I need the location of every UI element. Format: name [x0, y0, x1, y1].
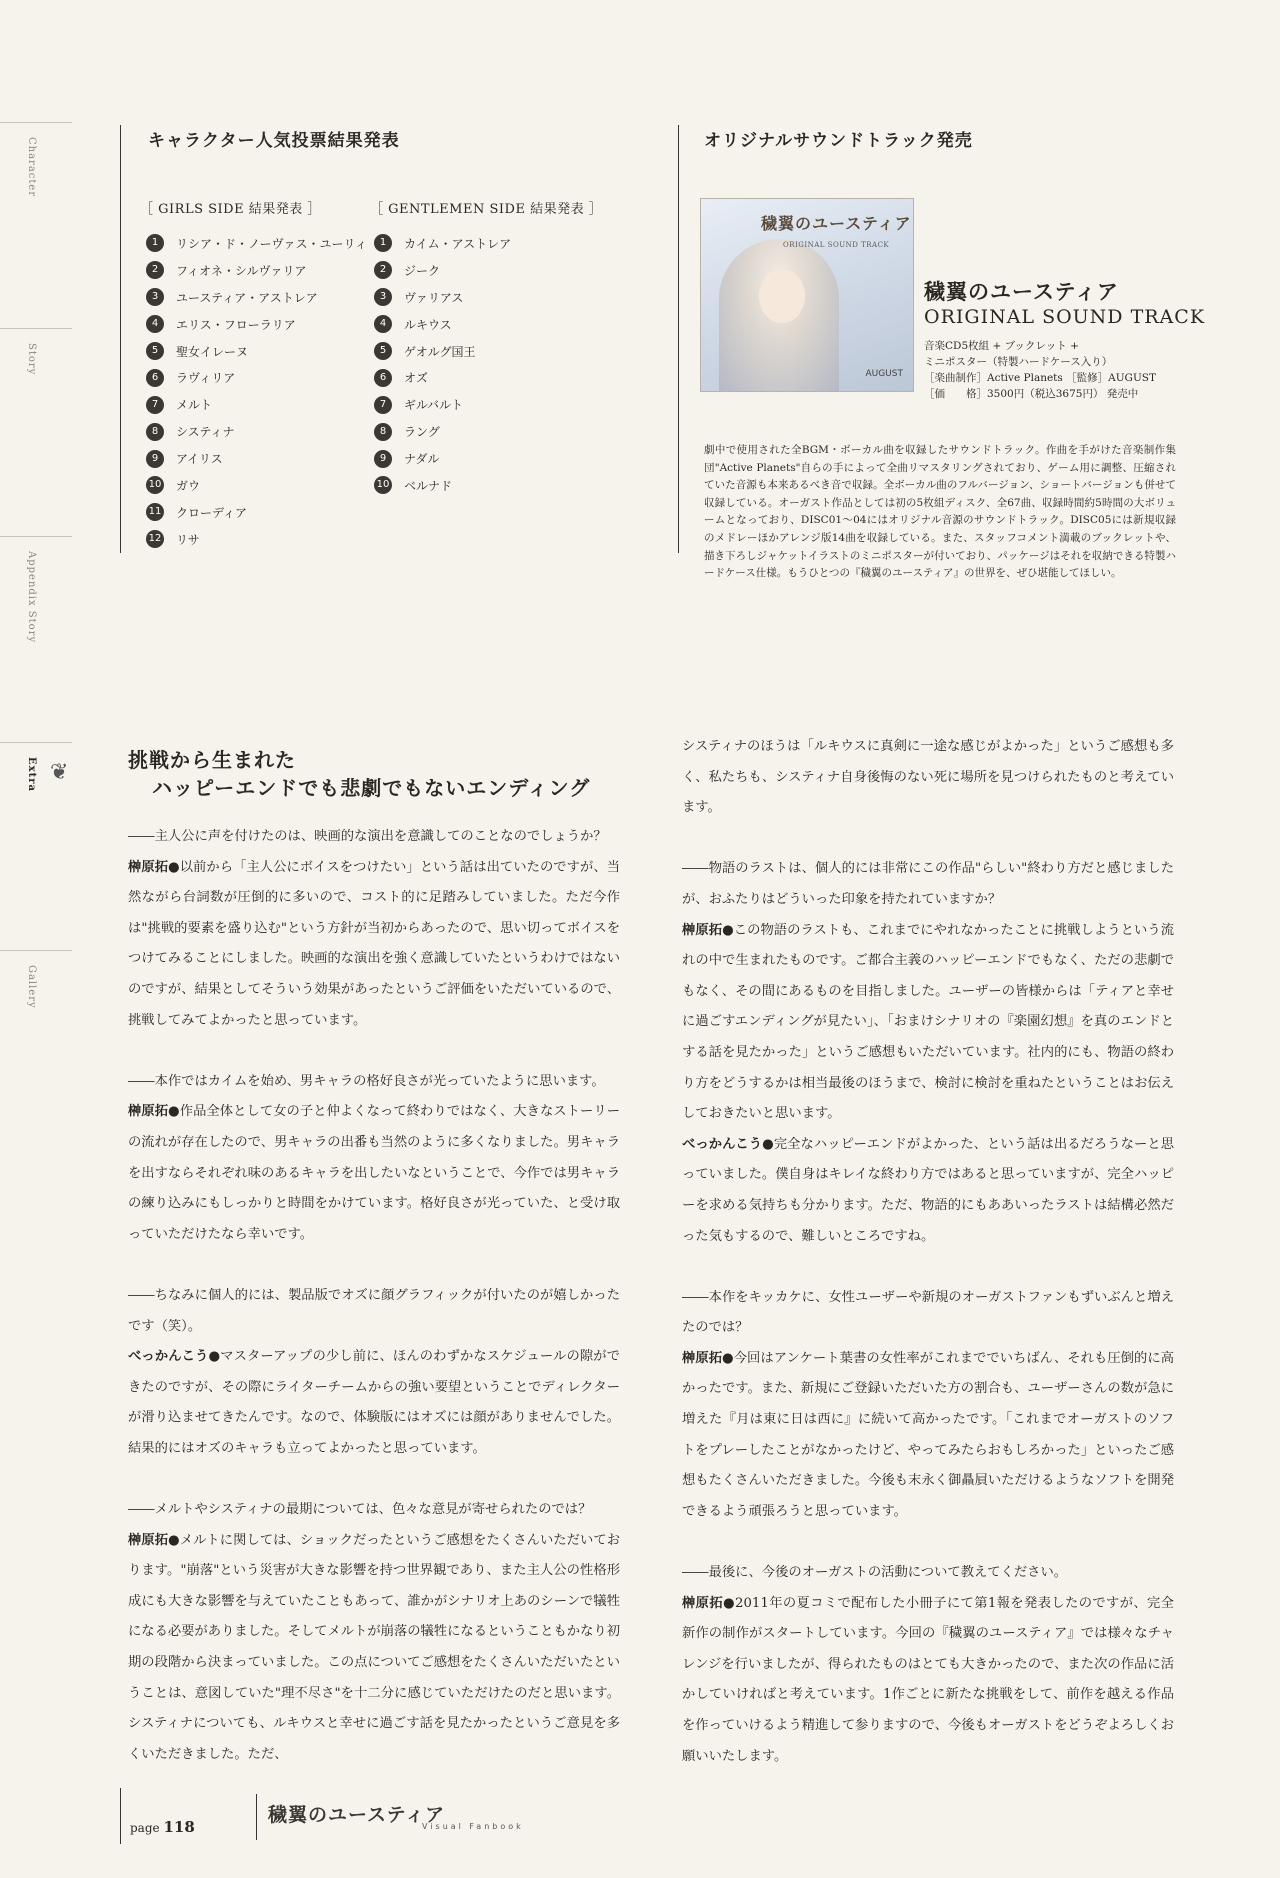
rank-number-badge: 5 — [146, 342, 164, 360]
speaker-name: べっかんこう● — [128, 1349, 221, 1365]
character-name: オズ — [404, 371, 428, 386]
paragraph-text: ――メルトやシスティナの最期については、色々な意見が寄せられたのでは？ — [128, 1502, 592, 1518]
gentlemen-side-heading: ［ GENTLEMEN SIDE 結果発表 ］ — [370, 202, 603, 217]
character-name: フィオネ・シルヴァリア — [176, 263, 307, 278]
character-name: クローディア — [176, 505, 248, 520]
article-title-line2: ハッピーエンドでも悲劇でもないエンディング — [152, 776, 591, 800]
interview-answer — [128, 1097, 620, 1250]
footer-logo: 穢翼のユースティア — [268, 1804, 446, 1826]
rank-number-badge: 5 — [374, 342, 392, 360]
rank-number-badge: 1 — [374, 234, 392, 252]
speaker-name: 榊原拓● — [128, 859, 180, 875]
paragraph-text: システィナのほうは「ルキウスに真剣に一途な感じがよかった」というご感想も多く、私たちも、システィナ自身後悔のない死に場所を見つけられたものと考えています。 — [682, 739, 1174, 816]
paragraph-text: 今回はアンケート葉書の女性率がこれまででいちばん、それも圧倒的に高かったです。また、新規にご登録いただいた方の割合も、ユーザーさんの数が急に増えた『月は東に日は西に』に続いて高かったです。「これまでオーガストのソフトをプレーしたことがなかったけど、やってみたらおもしろかった」といったご感想もたくさんいただきました。今後も末永く御贔屓いただけるようなソフトを開発できるよう頑張ろうと思っています。 — [682, 1350, 1174, 1519]
cover-logo: 穢翼のユースティア — [761, 214, 912, 233]
album-info-line: ［価 格］3500円（税込3675円） 発売中 — [924, 388, 1139, 400]
interview-answer — [682, 1130, 1174, 1252]
ranking-item — [146, 311, 367, 338]
interview-answer — [682, 1589, 1174, 1773]
character-name: カイム・アストレア — [404, 236, 512, 251]
character-name: リシア・ド・ノーヴァス・ユーリィ — [176, 236, 368, 251]
interview-answer — [128, 1342, 620, 1464]
paragraph-text: 以前から「主人公にボイスをつけたい」という話は出ていたのですが、当然ながら台詞数が圧倒的に多いので、コスト的に足踏みしていました。ただ今作は"挑戦的要素を盛り込む"という方針が当初からあったので、思い切ってボイスをつけてみることにしました。映画的な演出を強く意識していたというわけではないのですが、結果としてそういう効果があったというご評価をいただいているので、挑戦してみてよかったと思っています。 — [128, 859, 620, 1028]
paragraph-text: 2011年の夏コミで配布した小冊子にて第1報を発表したのですが、完全新作の制作がスタートしています。今回の『穢翼のユースティア』では様々なチャレンジを行いましたが、得られたものはとても大きかったので、また次の作品に活かしていければと考えています。1作ごとに新たな挑戦をして、前作を越える作品を作っていけるよう精進して参りますので、今後もオーガストをどうぞよろしくお願いいたします。 — [682, 1595, 1174, 1764]
ost-title: オリジナルサウンドトラック発売 — [704, 131, 973, 151]
interview-question — [682, 1558, 1174, 1589]
rank-number-badge: 8 — [374, 423, 392, 441]
character-name: ラング — [404, 425, 440, 440]
ranking-item — [146, 418, 367, 445]
paragraph-gap — [128, 1036, 620, 1067]
rank-number-badge: 2 — [374, 261, 392, 279]
speaker-name: 榊原拓● — [128, 1532, 180, 1548]
album-title: 穢翼のユースティア — [924, 279, 1119, 304]
ranking-item — [374, 418, 511, 445]
ranking-item — [374, 257, 511, 284]
article-title-line1: 挑戦から生まれた — [128, 748, 296, 772]
rank-number-badge: 3 — [374, 288, 392, 306]
ranking-item — [374, 230, 511, 257]
rank-number-badge: 3 — [146, 288, 164, 306]
character-name: ジーク — [404, 263, 441, 278]
ranking-item — [146, 338, 367, 365]
paragraph-text: ――本作をキッカケに、女性ユーザーや新規のオーガストファンもずいぶんと増えたのでは？ — [682, 1289, 1174, 1336]
character-name: 聖女イレーヌ — [176, 344, 249, 359]
character-name: ナダル — [404, 452, 440, 467]
ranking-item — [146, 230, 367, 257]
ranking-item — [374, 284, 511, 311]
series-leaf-icon: ❦ — [50, 760, 69, 785]
rank-number-badge: 2 — [146, 261, 164, 279]
footer-logo-subtitle: Visual Fanbook — [422, 1822, 524, 1831]
ranking-item — [146, 499, 367, 526]
character-name: アイリス — [176, 452, 223, 467]
ranking-item — [146, 257, 367, 284]
interview-question — [682, 854, 1174, 915]
paragraph-text: ――ちなみに個人的には、製品版でオズに顔グラフィックが付いたのが嬉しかったです（笑）。 — [128, 1287, 620, 1334]
album-subtitle: ORIGINAL SOUND TRACK — [924, 306, 1206, 328]
ranking-item — [374, 311, 511, 338]
speaker-name: べっかんこう● — [682, 1136, 774, 1152]
rank-number-badge: 4 — [146, 315, 164, 333]
rank-number-badge: 12 — [146, 530, 164, 548]
character-name: リサ — [176, 532, 200, 547]
side-tab-gallery: Gallery — [0, 950, 72, 1121]
paragraph-gap — [682, 1527, 1174, 1558]
character-name: システィナ — [176, 425, 235, 440]
ost-description: 劇中で使用された全BGM・ボーカル曲を収録したサウンドトラック。作曲を手がけた音楽制作集団"Active Planets"自らの手によって全曲リマスタリングされており、ゲーム用に調整、圧縮されていた音源も本来あるべき音で収録。全ボーカル曲のフルバージョン、ショートバージョンも併せて収録している。オーガスト作品としては初の5枚組ディスク、全67曲、収録時間約5時間の大ボリュームとなっており、DISC01～04にはオリジナル音源のサウンドトラック。DISC05には新規収録のメドレーほかアレンジ版14曲を収録している。また、スタッフコメント満載のブックレットや、描き下ろしジャケットイラストのミニポスターが付いており、パッケージはそれを収納できる特製ハードケース仕様。もうひとつの『穢翼のユースティア』の世界を、ぜひ堪能してほしい。 — [704, 444, 1176, 580]
interview-question — [128, 1067, 620, 1098]
interview-question — [128, 1281, 620, 1342]
speaker-name: 榊原拓● — [682, 1595, 735, 1611]
ranking-item — [146, 472, 367, 499]
ranking-item — [374, 445, 511, 472]
paragraph-text: メルトに関しては、ショックだったというご感想をたくさんいただいております。"崩落"という災害が大きな影響を持つ世界観であり、また主人公の性格形成にも大きな影響を与えていたこともあって、誰かがシナリオ上あのシーンで犠牲になる必要がありました。そしてメルトが崩落の犠牲になるということもかなり初期の段階から決まっていました。この点についてご感想をたくさんいただいたということは、意図していた"理不尽さ"を十二分に感じていただけたのだと思います。システィナについても、ルキウスと幸せに過ごす話を見たかったというご意見を多くいただきました。ただ、 — [128, 1532, 620, 1762]
poll-title: キャラクター人気投票結果発表 — [148, 131, 400, 151]
paragraph-text: ――物語のラストは、個人的には非常にこの作品"らしい"終わり方だと感じましたが、おふたりはどういった印象を持たれていますか？ — [682, 861, 1174, 907]
paragraph-gap — [682, 824, 1174, 855]
footer-rule — [120, 1788, 121, 1844]
ranking-item — [146, 445, 367, 472]
cover-publisher-mark: AUGUST — [865, 369, 903, 379]
speaker-name: 榊原拓● — [682, 922, 734, 938]
ranking-item — [146, 391, 367, 418]
cover-subtitle: ORIGINAL SOUND TRACK — [783, 241, 890, 249]
paragraph-text: マスターアップの少し前に、ほんのわずかなスケジュールの隙ができたのですが、その際にライターチームからの強い要望ということでディレクターが滑り込ませてきたんです。なので、体験版にはオズには顔がありませんでした。結果的にはオズのキャラも立ってよかったと思っています。 — [128, 1349, 620, 1456]
ranking-item — [146, 364, 367, 391]
ranking-item — [146, 284, 367, 311]
character-name: エリス・フローラリア — [176, 317, 296, 332]
ranking-item — [374, 391, 511, 418]
rank-number-badge: 9 — [374, 450, 392, 468]
poll-section-rule — [120, 125, 121, 553]
page-number: page 118 — [130, 1818, 195, 1836]
rank-number-badge: 7 — [374, 396, 392, 414]
ranking-item — [146, 526, 367, 553]
album-info-line: ［楽曲制作］Active Planets ［監修］AUGUST — [924, 372, 1156, 384]
footer-divider — [256, 1794, 257, 1840]
speaker-name: 榊原拓● — [682, 1350, 734, 1366]
interview-question — [128, 822, 620, 853]
girls-side-heading: ［ GIRLS SIDE 結果発表 ］ — [140, 202, 321, 217]
character-name: ルキウス — [404, 317, 452, 332]
interview-question — [128, 1495, 620, 1526]
rank-number-badge: 1 — [146, 234, 164, 252]
ost-section-rule — [678, 125, 679, 553]
girls-ranking-list — [146, 230, 367, 553]
rank-number-badge: 8 — [146, 423, 164, 441]
gentlemen-ranking-list — [374, 230, 511, 499]
interview-answer — [128, 853, 620, 1037]
ranking-item — [374, 472, 511, 499]
character-name: ユースティア・アストレア — [176, 290, 318, 305]
rank-number-badge: 6 — [374, 369, 392, 387]
ranking-item — [374, 338, 511, 365]
album-info-line: ミニポスター（特製ハードケース入り） — [924, 356, 1113, 368]
character-name: ラヴィリア — [176, 371, 236, 386]
side-tab-character: Character — [0, 122, 72, 293]
article-left-column — [128, 822, 620, 1770]
side-tab-story: Story — [0, 328, 72, 499]
rank-number-badge: 4 — [374, 315, 392, 333]
article-right-column — [682, 732, 1174, 1772]
character-name: メルト — [176, 398, 213, 413]
rank-number-badge: 9 — [146, 450, 164, 468]
paragraph-text: ――最後に、今後のオーガストの活動について教えてください。 — [682, 1565, 1068, 1581]
character-name: ガウ — [176, 478, 201, 493]
interview-paragraph — [682, 732, 1174, 824]
rank-number-badge: 6 — [146, 369, 164, 387]
interview-answer — [128, 1526, 620, 1771]
character-name: ゲオルグ国王 — [404, 344, 476, 359]
paragraph-gap — [128, 1250, 620, 1281]
paragraph-gap — [682, 1252, 1174, 1283]
paragraph-text: この物語のラストも、これまでにやれなかったことに挑戦しようという流れの中で生まれたものです。ご都合主義のハッピーエンドでもなく、ただの悲劇でもなく、その間にあるものを目指しました。ユーザーの皆様からは「ティアと幸せに過ごすエンディングが見たい」、「おまけシナリオの『楽園幻想』を真のエンドとする話を見たかった」というご感想もいただいています。社内的にも、物語の終わり方をどうするかは相当最後のほうまで、検討に検討を重ねたということはお伝えしておきたいと思います。 — [682, 922, 1174, 1122]
interview-question — [682, 1283, 1174, 1344]
interview-answer — [682, 916, 1174, 1130]
character-name: ベルナド — [404, 478, 453, 493]
paragraph-text: ――本作ではカイムを始め、男キャラの格好良さが光っていたように思います。 — [128, 1073, 605, 1089]
rank-number-badge: 10 — [146, 476, 164, 494]
rank-number-badge: 7 — [146, 396, 164, 414]
soundtrack-cover-image — [700, 198, 914, 392]
paragraph-gap — [128, 1464, 620, 1495]
paragraph-text: ――主人公に声を付けたのは、映画的な演出を意識してのことなのでしょうか？ — [128, 829, 607, 844]
character-name: ヴァリアス — [404, 290, 464, 305]
rank-number-badge: 10 — [374, 476, 392, 494]
interview-answer — [682, 1344, 1174, 1528]
speaker-name: 榊原拓● — [128, 1104, 180, 1120]
ranking-item — [374, 364, 511, 391]
cover-character-face — [759, 269, 805, 323]
album-info-line: 音楽CD5枚組 + ブックレット + — [924, 340, 1079, 352]
paragraph-text: 完全なハッピーエンドがよかった、という話は出るだろうなーと思っていました。僕自身はキレイな終わり方ではあると思っていますが、完全ハッピーを求める気持ちも分かります。ただ、物語的にもああいったラストは結構必然だった気もするので、難しいところですね。 — [682, 1136, 1175, 1244]
side-tab-extra: Extra — [0, 742, 72, 913]
side-tab-appendix-story: Appendix Story — [0, 536, 72, 707]
paragraph-text: 作品全体として女の子と仲よくなって終わりではなく、大きなストーリーの流れが存在したので、男キャラの出番も当然のように多くなりました。男キャラを出すならそれぞれ味のあるキャラを出したいなということで、今作では男キャラの練り込みにもしっかりと時間をかけています。格好良さが光っていた、と受け取っていただけたなら幸いです。 — [128, 1104, 620, 1242]
rank-number-badge: 11 — [146, 503, 164, 521]
character-name: ギルバルト — [404, 398, 464, 413]
